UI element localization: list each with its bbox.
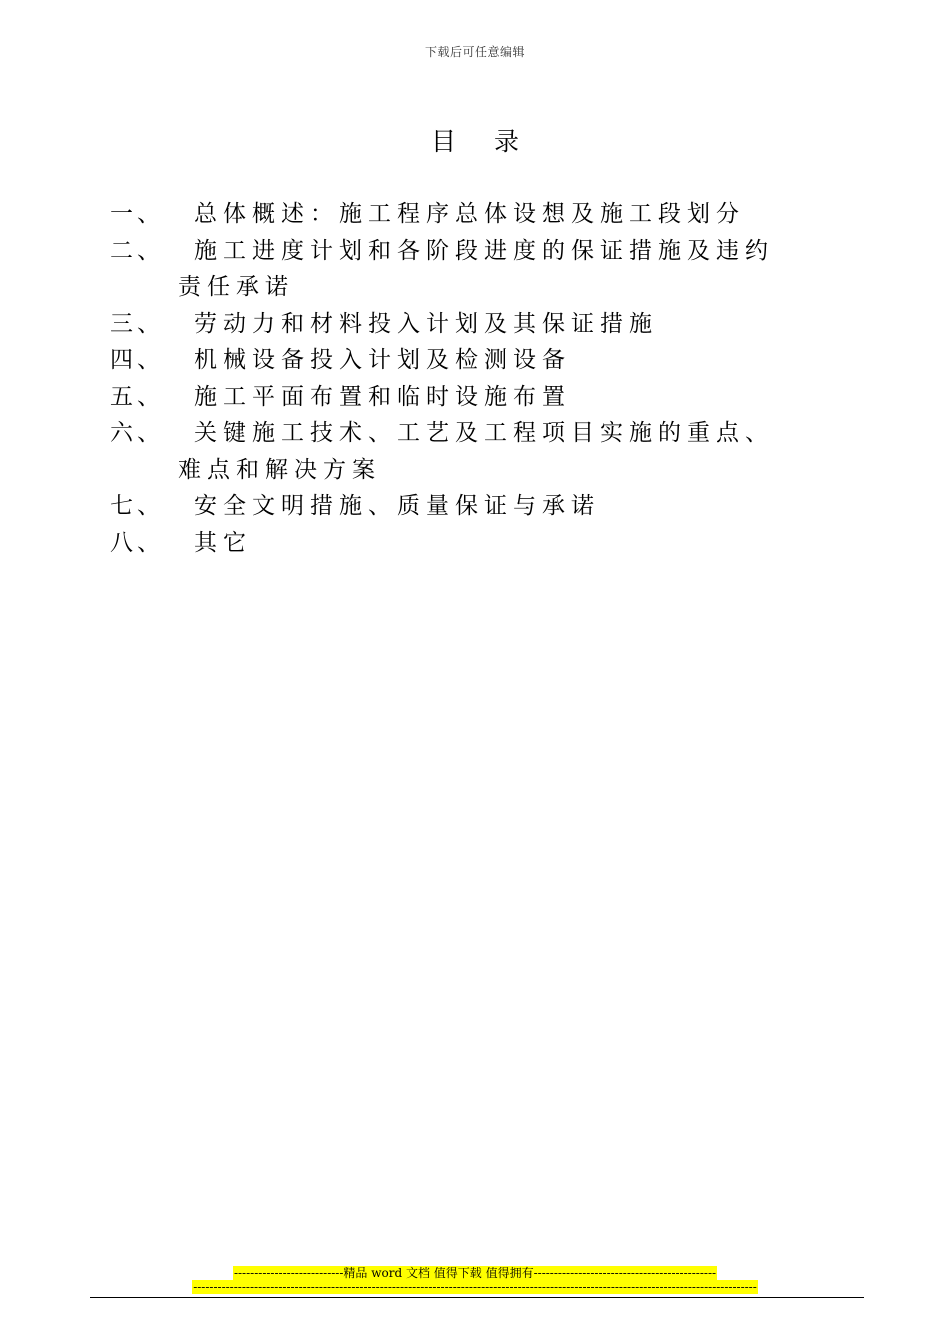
table-of-contents [110, 196, 870, 561]
toc-item-text-continued: 难点和解决方案 [178, 456, 381, 483]
toc-item-8 [110, 525, 870, 562]
page-title [0, 122, 950, 158]
toc-item-2 [110, 233, 870, 306]
toc-item-number: 五、 [110, 383, 164, 410]
toc-item-number: 八、 [110, 529, 164, 556]
toc-item-6 [110, 415, 870, 488]
toc-item-text: 施工平面布置和临时设施布置 [194, 383, 571, 410]
title-char-2: 录 [494, 127, 520, 156]
toc-item-text: 劳动力和材料投入计划及其保证措施 [194, 310, 658, 337]
toc-item-number: 四、 [110, 347, 164, 373]
toc-item-4 [110, 342, 870, 379]
toc-item-text: 总体概述：施工程序总体设想及施工段划分 [194, 201, 745, 227]
toc-item-text: 安全文明措施、质量保证与承诺 [194, 493, 600, 519]
title-char-1: 目 [430, 127, 456, 156]
toc-item-number: 三、 [110, 310, 164, 337]
toc-item-7 [110, 488, 870, 525]
toc-item-text: 机械设备投入计划及检测设备 [194, 347, 571, 373]
footer-banner-line-1 [0, 1264, 950, 1281]
toc-item-text-continued: 责任承诺 [178, 274, 294, 300]
footer-divider [90, 1297, 864, 1298]
toc-item-number: 七、 [110, 493, 164, 519]
footer-banner-dashes: ------------------------------------------------------------------------------------------------------------------------------------------- [193, 1280, 757, 1294]
toc-item-text: 施工进度计划和各阶段进度的保证措施及违约 [194, 237, 774, 264]
toc-item-1 [110, 196, 870, 233]
toc-item-text: 关键施工技术、工艺及工程项目实施的重点、 [194, 420, 774, 446]
toc-item-text: 其它 [194, 529, 252, 556]
footer-banner-line-2 [0, 1280, 950, 1294]
footer-banner-text: ---------------------------精品 word 文档 值得下载 值得拥有--------------------------------------------- [233, 1266, 717, 1280]
toc-item-number: 二、 [110, 237, 164, 264]
page-header: 下载后可任意编辑 [424, 45, 525, 59]
toc-item-number: 一、 [110, 201, 164, 227]
toc-item-5 [110, 379, 870, 416]
toc-item-3 [110, 306, 870, 343]
toc-item-number: 六、 [110, 420, 164, 446]
